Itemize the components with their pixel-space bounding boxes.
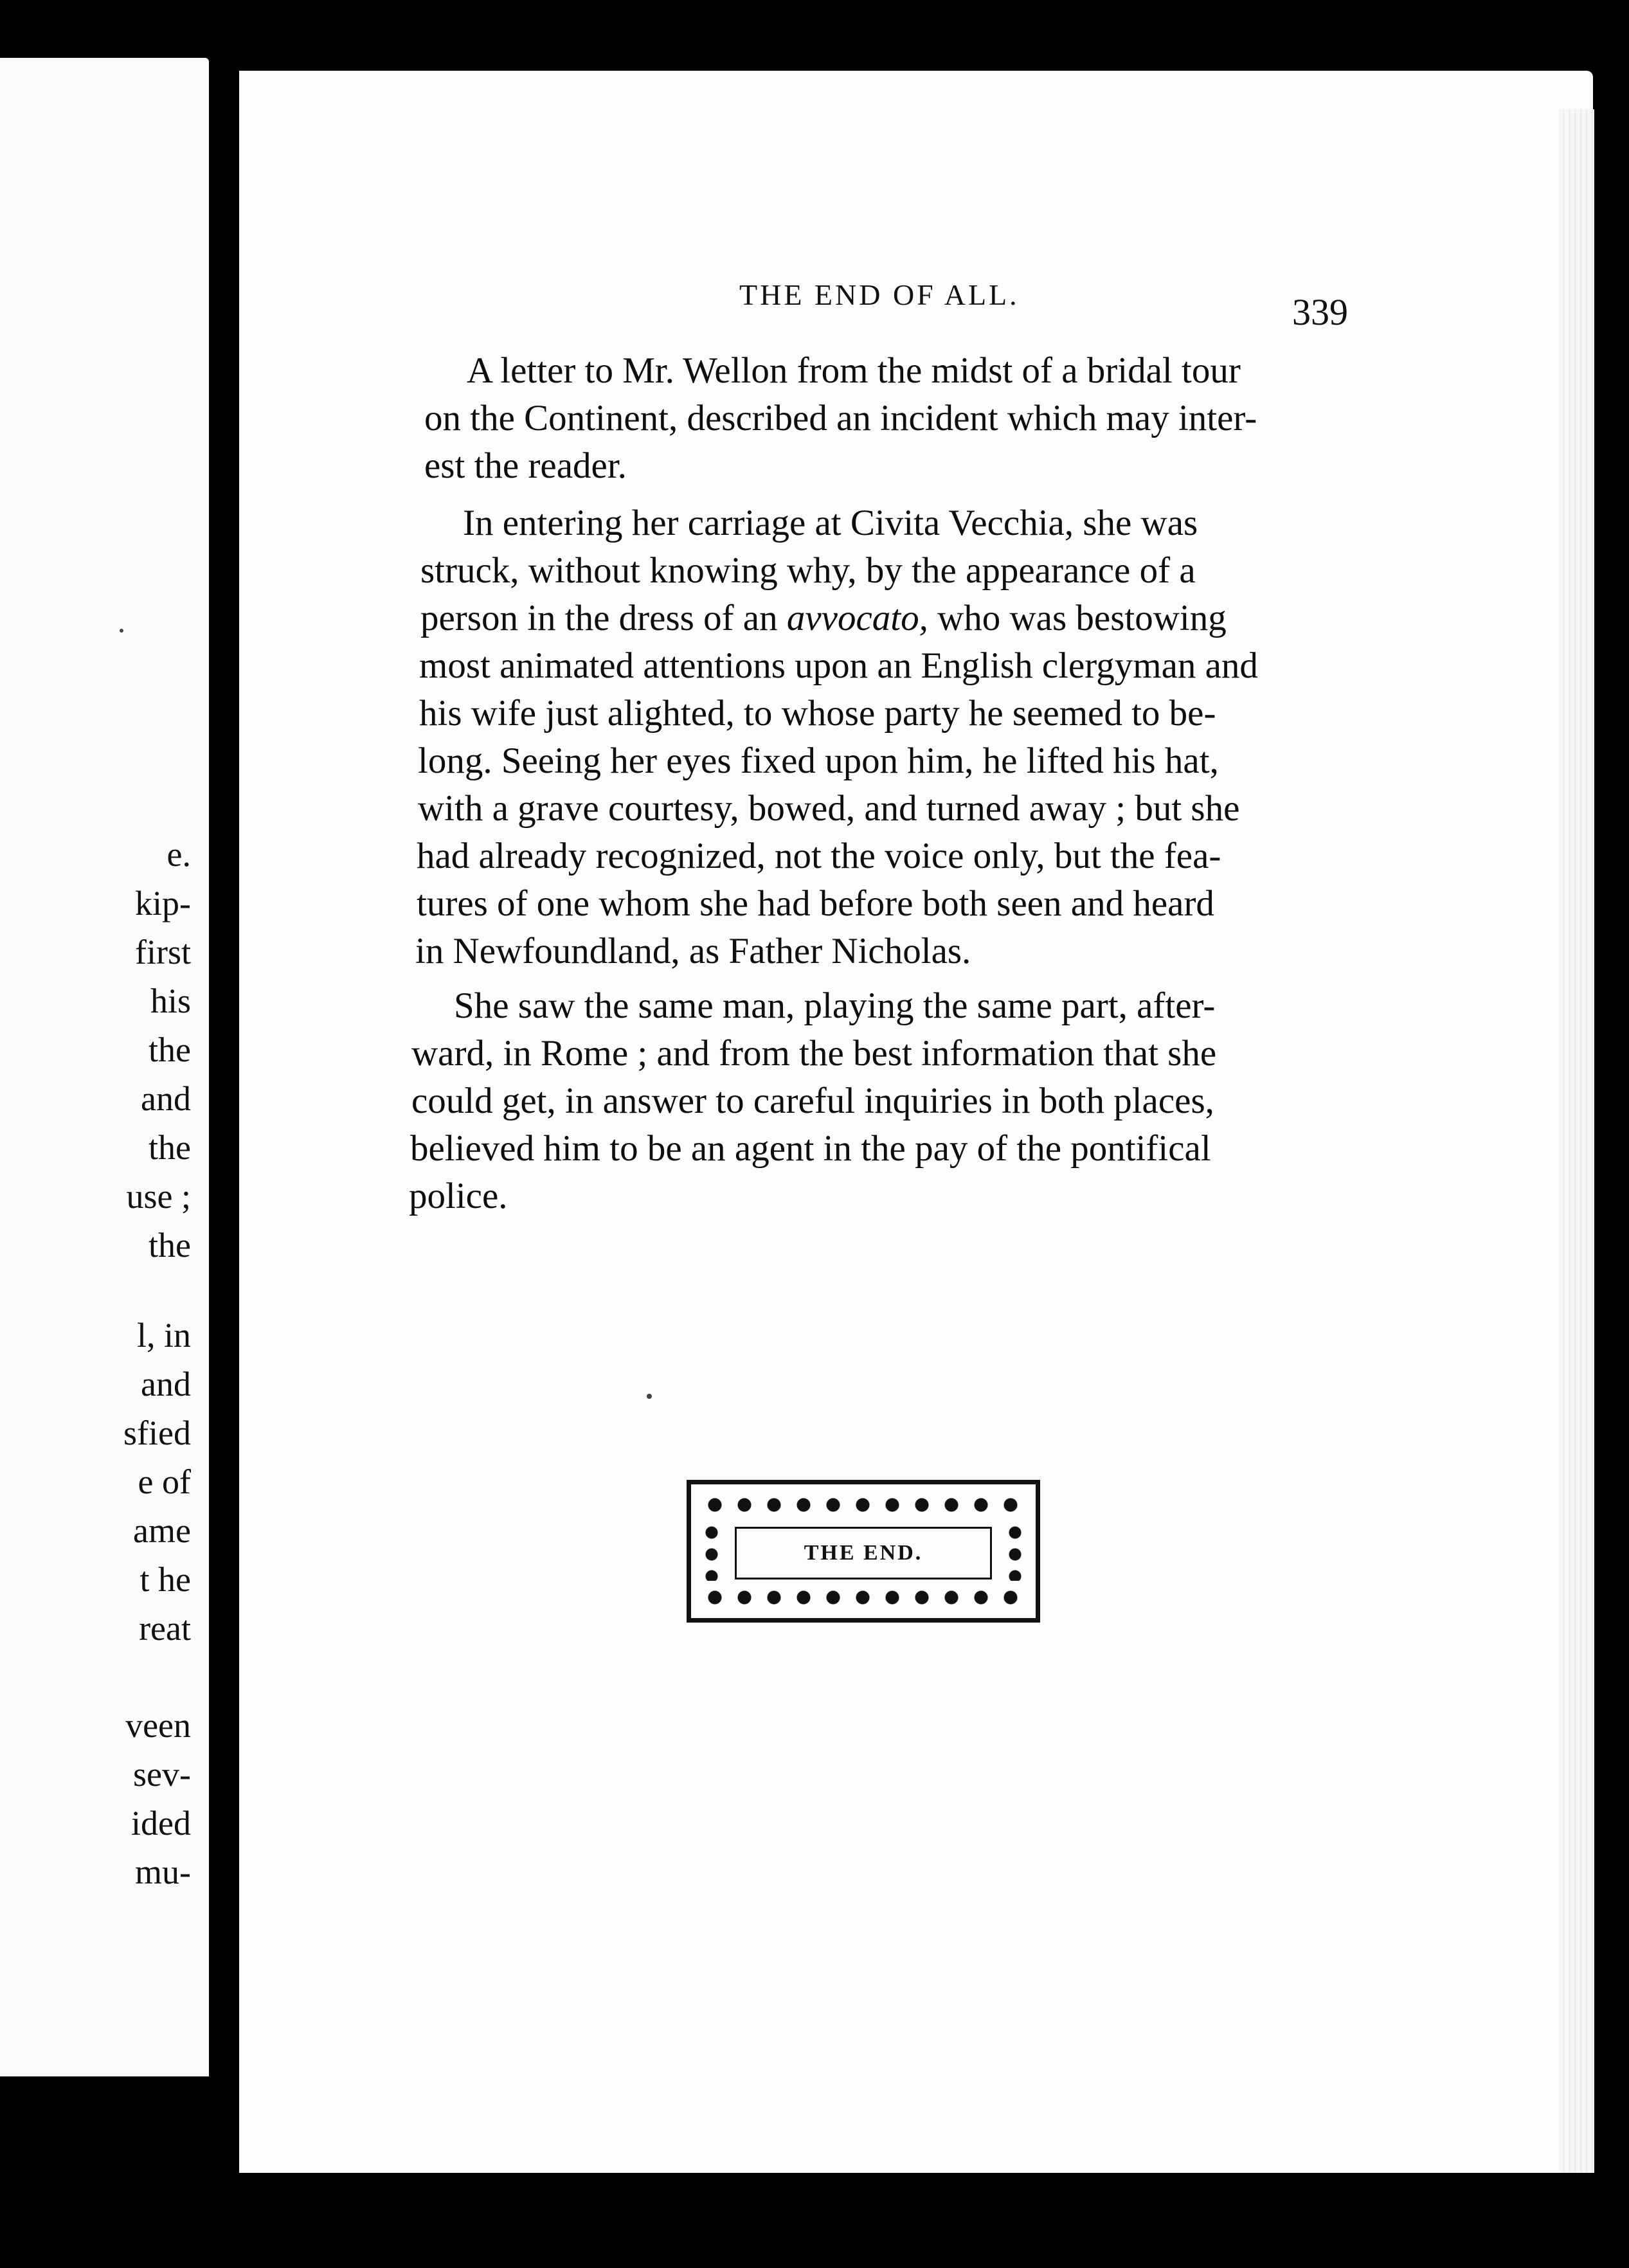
body-line: could get, in answer to careful inquiries in both places, (411, 1081, 1214, 1121)
left-page-fragment: reat (139, 1609, 191, 1648)
left-page-fragment: sfied (123, 1414, 191, 1452)
page-edge (1559, 109, 1594, 2173)
left-page-fragment: his (150, 982, 191, 1020)
body-line: In entering her carriage at Civita Vecchia, she was (463, 503, 1198, 543)
left-page-fragment: the (148, 1128, 191, 1167)
left-page-fragment: first (135, 933, 191, 971)
body-line: A letter to Mr. Wellon from the midst of a bridal tour (467, 350, 1241, 391)
body-line: believed him to be an agent in the pay of the pontifical (410, 1128, 1211, 1169)
body-line (420, 600, 1227, 636)
the-end-ornament (687, 1480, 1040, 1623)
left-page-fragment: the (148, 1030, 191, 1069)
ink-speck (120, 629, 123, 633)
the-end-label: THE END. (804, 1541, 923, 1565)
body-line: tures of one whom she had before both seen and heard (417, 883, 1214, 924)
left-page-fragment: e of (138, 1462, 191, 1501)
body-line: had already recognized, not the voice only, but the fea- (417, 836, 1221, 876)
body-text-segment: who was bestowing (937, 598, 1227, 638)
book-gutter (217, 51, 237, 2089)
body-line: most animated attentions upon an English clergyman and (419, 645, 1258, 686)
left-page-fragment: e. (166, 835, 191, 874)
ornament-border-right (1002, 1522, 1028, 1581)
body-line: with a grave courtesy, bowed, and turned away ; but she (418, 788, 1240, 829)
ornament-label-box (735, 1527, 992, 1580)
ornament-border-top (700, 1492, 1027, 1518)
running-title: THE END OF ALL. (739, 278, 1020, 311)
left-page-fragment: veen (125, 1706, 191, 1745)
left-page-fragment: and (141, 1079, 191, 1118)
previous-page (0, 58, 209, 2076)
left-page-fragment: ided (131, 1804, 191, 1842)
left-page-fragment: t he (140, 1560, 191, 1599)
body-line: on the Continent, described an incident which may inter- (424, 398, 1257, 438)
left-page-fragment: use ; (126, 1177, 191, 1216)
body-text-segment: person in the dress of an (420, 598, 778, 638)
left-page-fragment: mu- (135, 1853, 191, 1891)
left-page-fragment: and (141, 1365, 191, 1403)
body-line: ward, in Rome ; and from the best information that she (411, 1033, 1217, 1074)
left-page-fragment: l, in (136, 1316, 191, 1354)
body-line: his wife just alighted, to whose party he seemed to be- (419, 693, 1216, 734)
left-page-fragment: kip- (135, 884, 191, 923)
left-page-fragment: sev- (133, 1755, 191, 1794)
ink-speck (647, 1394, 652, 1399)
left-page-fragment: the (148, 1226, 191, 1264)
body-line: police. (409, 1176, 508, 1216)
italic-word: avvocato, (786, 598, 928, 638)
body-line: long. Seeing her eyes fixed upon him, he lifted his hat, (418, 741, 1219, 781)
body-line: She saw the same man, playing the same part, after- (454, 986, 1216, 1026)
ornament-border-left (699, 1522, 724, 1581)
left-page-fragment: ame (133, 1511, 191, 1550)
ornament-border-bottom (700, 1585, 1027, 1610)
body-line: struck, without knowing why, by the appearance of a (420, 550, 1196, 591)
body-line: in Newfoundland, as Father Nicholas. (415, 931, 971, 971)
page-number: 339 (1292, 291, 1348, 333)
body-line: est the reader. (424, 446, 627, 486)
